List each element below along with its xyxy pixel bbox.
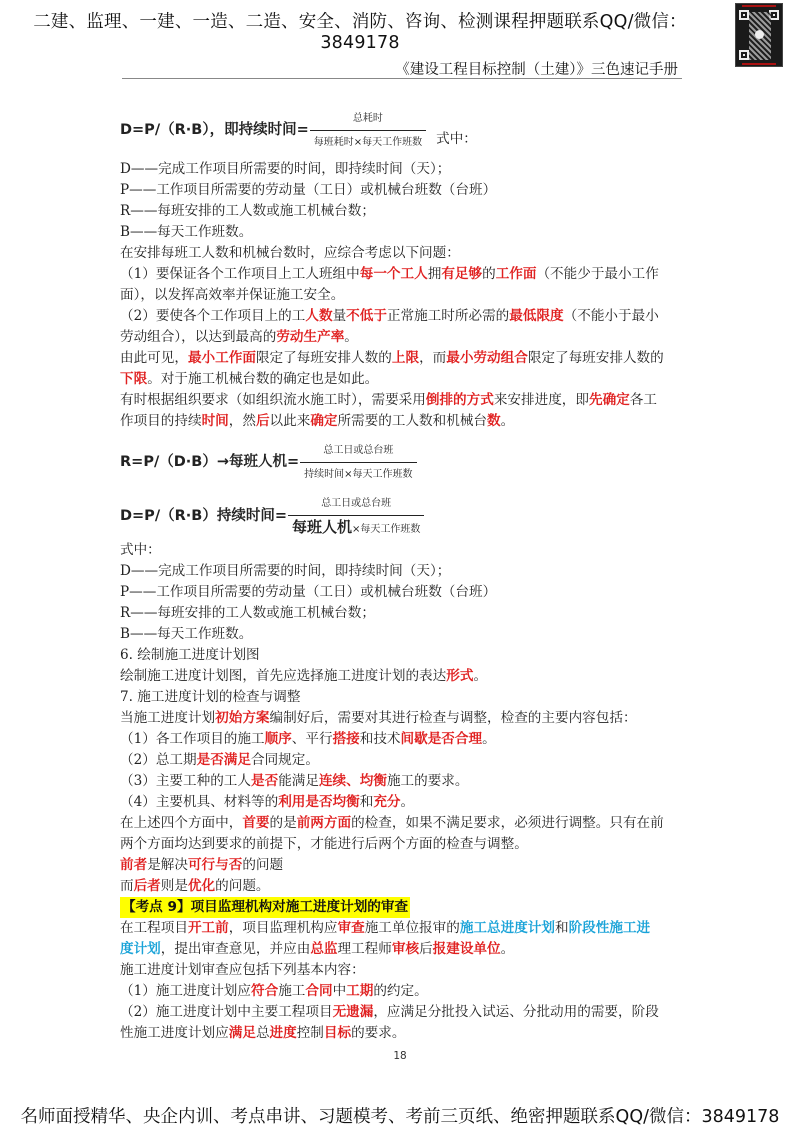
header-rule <box>122 78 682 79</box>
where-label: 式中： <box>120 542 161 558</box>
definition-r: R——每班安排的工人数或施工机械台数； <box>120 203 375 219</box>
definition-b: B——每天工作班数。 <box>120 626 253 642</box>
paragraph-reverse: 有时根据组织要求（如组织流水施工时），需要采用倒排的方式来安排进度，即先确定各工 <box>120 392 657 408</box>
formula-lhs: D=P/（R·B）持续时间= <box>120 508 287 524</box>
kaodian-9-heading <box>120 897 690 918</box>
definition-p: P——工作项目所需要的劳动量（工日）或机械台班数（台班） <box>120 584 497 600</box>
check-item-3: （3）主要工种的工人是否能满足连续、均衡施工的要求。 <box>120 773 469 789</box>
definition-r: R——每班安排的工人数或施工机械台数； <box>120 605 375 621</box>
formula-duration <box>120 108 690 153</box>
paragraph-limits-cont: 下限。对于施工机械台数的确定也是如此。 <box>120 371 379 387</box>
summary-paragraph-cont: 两个方面均达到要求的前提下，才能进行后两个方面的检查与调整。 <box>120 836 528 852</box>
paragraph-limits: 由此可见，最小工作面限定了每班安排人数的上限，而最小劳动组合限定了每班安排人数的 <box>120 350 664 366</box>
check-item-2: （2）总工期是否满足合同规定。 <box>120 752 319 768</box>
bottom-promo-banner: 名师面授精华、央企内训、考点串讲、习题模考、考前三页纸、绝密押题联系QQ/微信：3849178 <box>20 1107 780 1127</box>
where-label: 式中： <box>436 131 477 147</box>
formula-lhs: D=P/（R·B），即持续时间= <box>120 122 309 138</box>
fraction <box>300 440 416 485</box>
review-item-2-cont: 性施工进度计划应满足总进度控制目标的要求。 <box>120 1025 406 1041</box>
fraction-denominator: 持续时间×每天工作班数 <box>300 462 416 485</box>
check-item-1: （1）各工作项目的施工顺序、平行搭接和技术间歇是否合理。 <box>120 731 496 747</box>
check-item-4: （4）主要机具、材料等的利用是否均衡和充分。 <box>120 794 415 810</box>
definition-d: D——完成工作项目所需要的时间，即持续时间（天）； <box>120 563 451 579</box>
definition-b: B——每天工作班数。 <box>120 224 253 240</box>
list-item-1: （1）要保证各个工作项目上工人班组中每一个工人拥有足够的工作面（不能少于最小工作 <box>120 266 659 282</box>
review-contents-intro: 施工进度计划审查应包括下列基本内容： <box>120 962 365 978</box>
section-7-intro: 当施工进度计划初始方案编制好后，需要对其进行检查与调整，检查的主要内容包括： <box>120 710 637 726</box>
highlighted-heading: 【考点 9】项目监理机构对施工进度计划的审查 <box>120 897 410 918</box>
paragraph-reverse-cont: 作项目的持续时间，然后以此来确定所需要的工人数和机械台数。 <box>120 413 515 429</box>
section-6-heading: 6. 绘制施工进度计划图 <box>120 647 260 663</box>
latter-note: 而后者则是优化的问题。 <box>120 878 270 894</box>
qr-caption-top <box>742 5 776 7</box>
definition-p: P——工作项目所需要的劳动量（工日）或机械台班数（台班） <box>120 182 497 198</box>
qr-code-image <box>735 3 783 67</box>
fraction-denominator: 每班耗时×每天工作班数 <box>310 130 426 153</box>
former-note: 前者是解决可行与否的问题 <box>120 857 284 873</box>
qr-finder <box>739 50 749 60</box>
review-item-2: （2）施工进度计划中主要工程项目无遗漏，应满足分批投入试运、分批动用的需要，阶段 <box>120 1004 659 1020</box>
section-7-heading: 7. 施工进度计划的检查与调整 <box>120 689 301 705</box>
fraction-numerator: 总工日或总台班 <box>321 498 392 509</box>
qr-finder <box>739 10 749 20</box>
list-item-1-cont: 面），以发挥高效率并保证施工安全。 <box>120 287 345 303</box>
page-number: 18 <box>393 1050 407 1062</box>
review-item-1: （1）施工进度计划应符合施工合同中工期的约定。 <box>120 983 428 999</box>
formula-duration-2 <box>120 493 690 540</box>
document-title: 《建设工程目标控制（土建）》三色速记手册 <box>395 62 678 78</box>
top-promo-banner: 二建、监理、一建、一造、二造、安全、消防、咨询、检测课程押题联系QQ/微信：3849178 <box>33 12 687 53</box>
fraction-numerator: 总耗时 <box>352 113 383 124</box>
paragraph-intro: 在安排每班工人数和机械台数时，应综合考虑以下问题： <box>120 245 460 261</box>
qr-caption-bottom <box>742 63 776 65</box>
list-item-2: （2）要使各个工作项目上的工人数量不低于正常施工时所必需的最低限度（不能小于最小 <box>120 308 659 324</box>
fraction <box>310 108 426 153</box>
section-6-text: 绘制施工进度计划图，首先应选择施工进度计划的表达形式。 <box>120 668 488 684</box>
fraction <box>288 493 424 540</box>
list-item-2-cont: 劳动组合），以达到最高的劳动生产率。 <box>120 329 358 345</box>
formula-lhs: R=P/（D·B）→每班人机= <box>120 454 300 470</box>
formula-workers <box>120 440 690 485</box>
definition-d: D——完成工作项目所需要的时间，即持续时间（天）； <box>120 161 451 177</box>
kaodian-9-paragraph-cont: 度计划，提出审查意见，并应由总监理工程师审核后报建设单位。 <box>120 941 515 957</box>
kaodian-9-paragraph: 在工程项目开工前，项目监理机构应审查施工单位报审的施工总进度计划和阶段性施工进 <box>120 920 651 936</box>
summary-paragraph: 在上述四个方面中，首要的是前两方面的检查，如果不满足要求，必须进行调整。只有在前 <box>120 815 664 831</box>
fraction-numerator: 总工日或总台班 <box>323 445 394 456</box>
fraction-denominator: 每班人机×每天工作班数 <box>288 515 424 540</box>
page-content <box>120 108 690 1044</box>
wechat-logo-icon <box>755 30 764 39</box>
